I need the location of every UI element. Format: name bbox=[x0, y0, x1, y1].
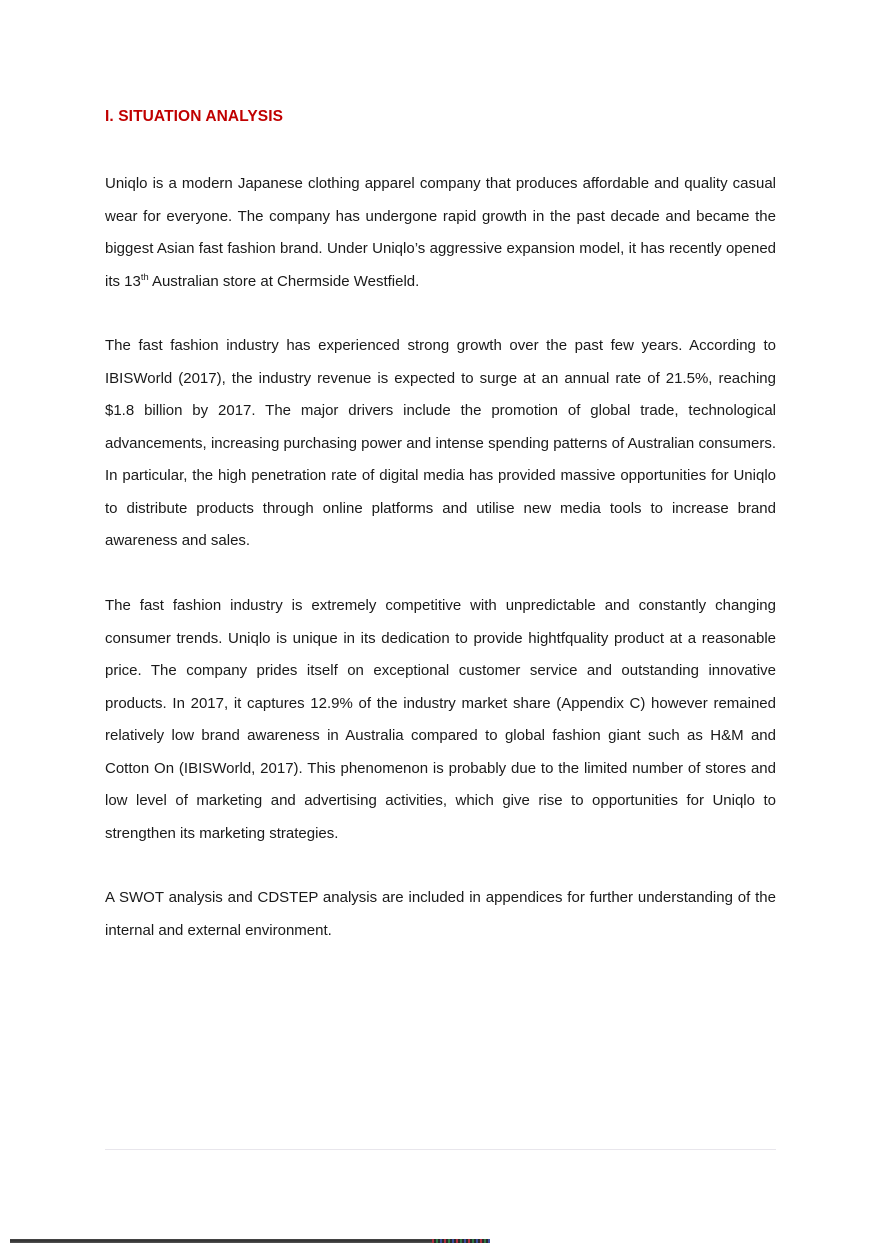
page-bottom-bar-color-segment bbox=[432, 1239, 490, 1243]
footer-divider bbox=[105, 1149, 776, 1150]
ordinal-superscript: th bbox=[140, 271, 149, 282]
paragraph-1 bbox=[105, 168, 776, 298]
paragraph-4: A SWOT analysis and CDSTEP analysis are included in appendices for further understanding of the internal and external environment. bbox=[105, 889, 776, 939]
paragraph-2: The fast fashion industry has experienced strong growth over the past few years. According to IBISWorld (2017), the industry revenue is expected to surge at an annual rate of 21.5%, reaching $1.8 billion by 2017. The major drivers include the promotion of global trade, technological advancements, increasing purchasing power and intense spending patterns of Australian consumers. In particular, the high penetration rate of digital media has provided massive opportunities for Uniqlo to distribute products through online platforms and utilise new media tools to increase brand awareness and sales. bbox=[105, 337, 776, 549]
page-bottom-bar bbox=[10, 1239, 490, 1243]
paragraph-1-text-before-superscript: Uniqlo is a modern Japanese clothing apparel company that produces affordable and quality casual wear for everyone. The company has undergone rapid growth in the past decade and became the biggest Asian fast fashion brand. Under Uniqlo’s aggressive expansion model, it has recently opened its 13 bbox=[105, 175, 776, 290]
page-title: I. SITUATION ANALYSIS bbox=[105, 108, 284, 125]
paragraph-1-text-after-superscript: Australian store at Chermside Westfield. bbox=[148, 272, 420, 290]
paragraph-3: The fast fashion industry is extremely competitive with unpredictable and constantly changing consumer trends. Uniqlo is unique in its dedication to provide hightfquality product at a reasonable price. The company prides itself on exceptional customer service and outstanding innovative products. In 2017, it captures 12.9% of the industry market share (Appendix C) however remained relatively low brand awareness in Australia compared to global fashion giant such as H&M and Cotton On (IBISWorld, 2017). This phenomenon is probably due to the limited number of stores and low level of marketing and advertising activities, which give rise to opportunities for Uniqlo to strengthen its marketing strategies. bbox=[105, 597, 776, 842]
